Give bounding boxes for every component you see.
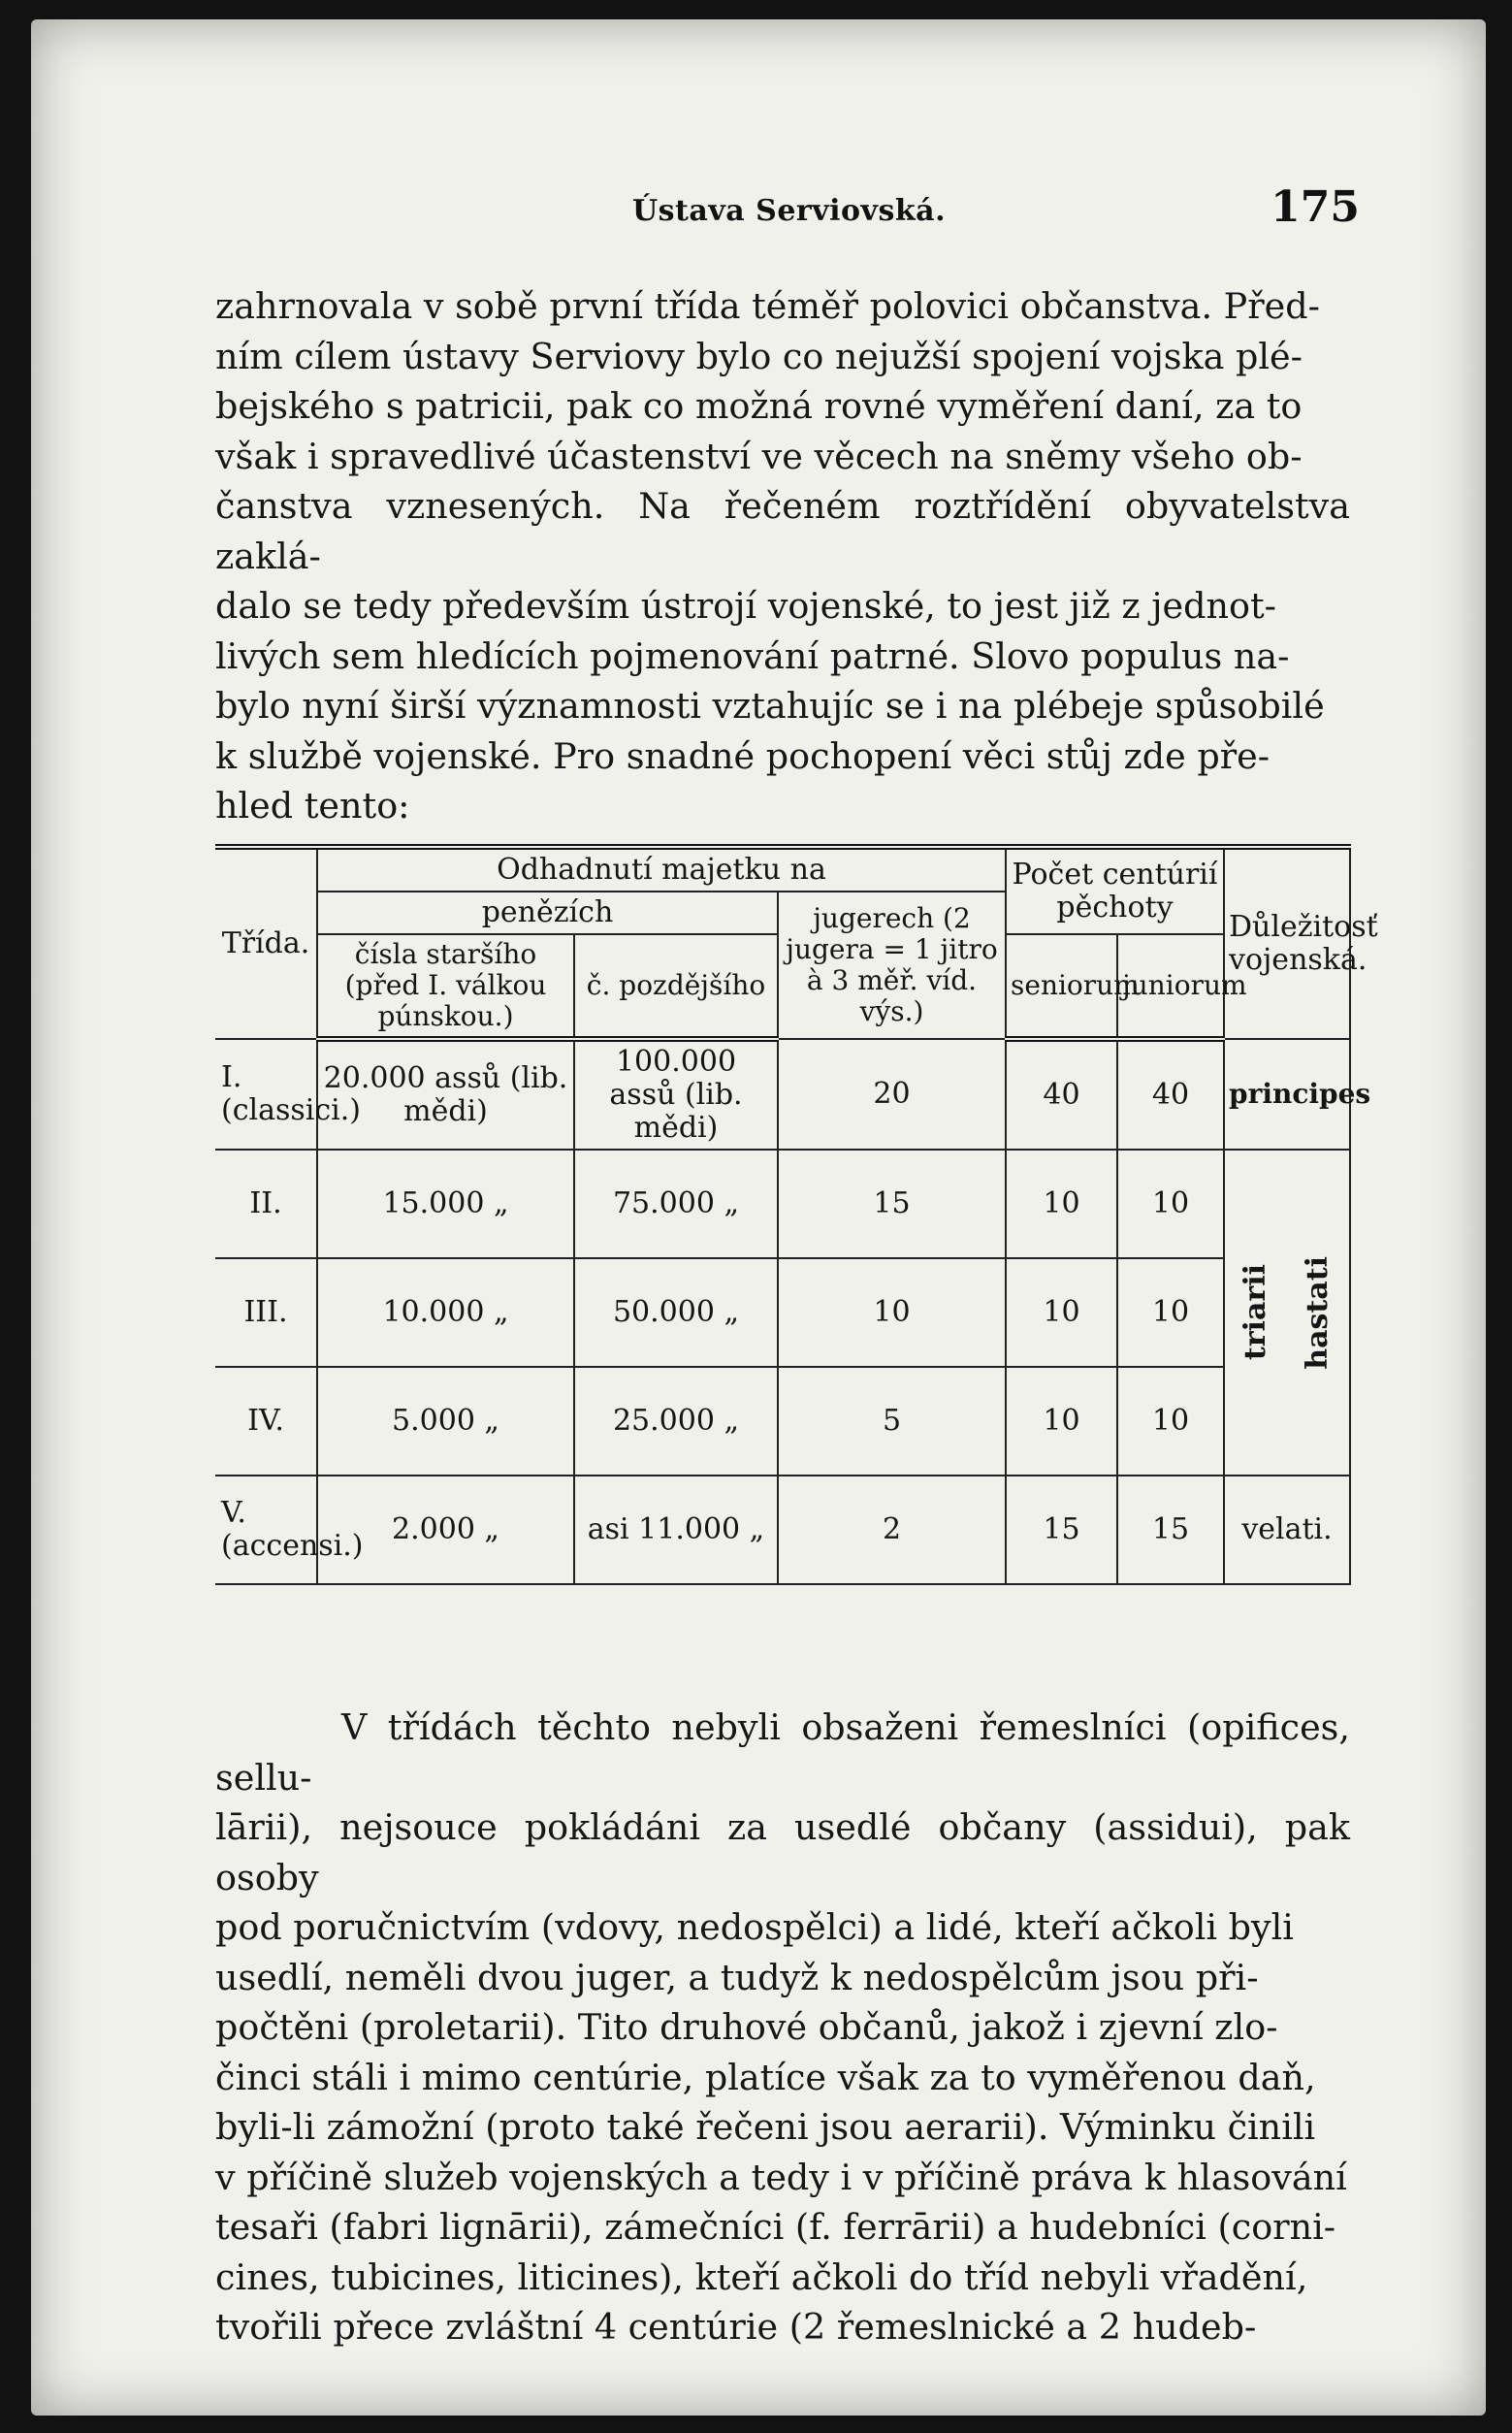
cell-seniorum: 10 — [1006, 1150, 1117, 1258]
cell-starsi: 2.000 „ — [317, 1476, 574, 1584]
cell-trida: IV. — [215, 1367, 317, 1476]
header-cisla-starsiho: čísla staršího (před I. válkou púnskou.) — [317, 934, 574, 1039]
running-header — [215, 182, 1360, 241]
paragraph-intro — [215, 281, 1350, 831]
cell-jugera: 2 — [778, 1476, 1006, 1584]
text-line: tesaři (fabri lignārii), zámečníci (f. ferrārii) a hudebníci (corni- — [215, 2206, 1336, 2248]
text-line: cines, tubicines, liticines), kteří ačkoli do tříd nebyli vřadění, — [215, 2255, 1308, 2298]
table-row — [215, 1150, 1350, 1258]
cell-dulezitost-group — [1224, 1150, 1350, 1476]
text-line: tvořili přece zvláštní 4 centúrie (2 řemeslnické a 2 hudeb- — [215, 2306, 1257, 2348]
cell-seniorum: 40 — [1006, 1039, 1117, 1150]
cell-starsi: 15.000 „ — [317, 1150, 574, 1258]
cell-seniorum: 10 — [1006, 1367, 1117, 1476]
text-line: V třídách těchto nebyli obsaženi řemeslníci (opifices, sellu- — [215, 1706, 1350, 1799]
label-hastati: hastati — [1301, 1255, 1335, 1370]
header-juniorum: juniorum — [1117, 934, 1224, 1039]
cell-trida: I. (classici.) — [215, 1039, 317, 1150]
text-line: zahrnovala v sobě první třída téměř polovici občanstva. Před- — [215, 285, 1320, 327]
table-row — [215, 1258, 1350, 1367]
text-line: čanstva vznesených. Na řečeném roztřídění obyvatelstva zaklá- — [215, 485, 1350, 577]
header-penezich: penězích — [317, 892, 778, 934]
cell-juniorum: 40 — [1117, 1039, 1224, 1150]
table-row — [215, 1476, 1350, 1584]
text-line: však i spravedlivé účastenství ve věcech na sněmy všeho ob- — [215, 435, 1303, 477]
label-triarii: triarii — [1239, 1264, 1272, 1361]
cell-starsi: 5.000 „ — [317, 1367, 574, 1476]
header-seniorum: seniorum — [1006, 934, 1117, 1039]
cell-trida: III. — [215, 1258, 317, 1367]
page-number: 175 — [1271, 182, 1360, 232]
cell-pozdejsi: 100.000 assů (lib. mědi) — [574, 1039, 778, 1150]
text-line: bejského s patricii, pak co možná rovné vyměření daní, za to — [215, 385, 1303, 427]
cell-jugera: 20 — [778, 1039, 1006, 1150]
cell-juniorum: 10 — [1117, 1367, 1224, 1476]
cell-jugera: 10 — [778, 1258, 1006, 1367]
header-jugerech: jugerech (2 jugera = 1 jitro à 3 měř. víd. výs.) — [778, 892, 1006, 1039]
cell-juniorum: 15 — [1117, 1476, 1224, 1584]
cell-jugera: 5 — [778, 1367, 1006, 1476]
text-line: v příčině služeb vojenských a tedy i v příčině práva k hlasování — [215, 2156, 1347, 2198]
cell-starsi: 20.000 assů (lib. mědi) — [317, 1039, 574, 1150]
header-dulezitost: Důležitosť vojenská. — [1224, 847, 1350, 1039]
header-c-pozdejsiho: č. pozdějšího — [574, 934, 778, 1039]
cell-trida: V. (accensi.) — [215, 1476, 317, 1584]
text-line: ním cílem ústavy Serviovy bylo co nejužší spojení vojska plé- — [215, 335, 1303, 377]
header-pocet-centurii: Počet centúrií pěchoty — [1006, 847, 1224, 934]
cell-dulezitost: velati. — [1224, 1476, 1350, 1584]
table-row — [215, 1367, 1350, 1476]
cell-pozdejsi: 75.000 „ — [574, 1150, 778, 1258]
text-line: k službě vojenské. Pro snadné pochopení věci stůj zde pře- — [215, 734, 1271, 777]
header-trida: Třída. — [215, 847, 317, 1039]
book-page — [31, 19, 1486, 2416]
running-title: Ústava Serviovská. — [632, 194, 947, 228]
cell-juniorum: 10 — [1117, 1150, 1224, 1258]
header-odhadnuti: Odhadnutí majetku na — [317, 847, 1006, 892]
cell-starsi: 10.000 „ — [317, 1258, 574, 1367]
table-row — [215, 1039, 1350, 1150]
cell-seniorum: 10 — [1006, 1258, 1117, 1367]
text-line: počtěni (proletarii). Tito druhové občanů, jakož i zjevní zlo- — [215, 2006, 1278, 2048]
vertical-labels — [1225, 1256, 1349, 1370]
text-line: hled tento: — [215, 785, 410, 827]
text-line: usedlí, neměli dvou juger, a tudyž k nedospělcům jsou při- — [215, 1956, 1259, 1998]
text-line: bylo nyní širší významnosti vztahujíc se i na plébeje spůsobilé — [215, 685, 1325, 727]
cell-pozdejsi: asi 11.000 „ — [574, 1476, 778, 1584]
cell-pozdejsi: 50.000 „ — [574, 1258, 778, 1367]
cell-trida: II. — [215, 1150, 317, 1258]
cell-jugera: 15 — [778, 1150, 1006, 1258]
text-line: livých sem hledících pojmenování patrné. Slovo populus na- — [215, 634, 1290, 677]
cell-pozdejsi: 25.000 „ — [574, 1367, 778, 1476]
text-line: pod poručnictvím (vdovy, nedospělci) a lidé, kteří ačkoli byli — [215, 1906, 1294, 1948]
census-classes-table — [215, 844, 1378, 1585]
text-line: lārii), nejsouce pokládáni za usedlé občany (assidui), pak osoby — [215, 1806, 1350, 1898]
text-line: dalo se tedy především ústrojí vojenské, to jest již z jednot- — [215, 585, 1276, 627]
paragraph-classes — [215, 1703, 1350, 2352]
cell-seniorum: 15 — [1006, 1476, 1117, 1584]
cell-dulezitost: principes — [1224, 1039, 1350, 1150]
text-line: byli-li zámožní (proto také řečeni jsou aerarii). Výminku činili — [215, 2106, 1316, 2148]
text-line: činci stáli i mimo centúrie, platíce však za to vyměřenou daň, — [215, 2056, 1316, 2098]
cell-juniorum: 10 — [1117, 1258, 1224, 1367]
